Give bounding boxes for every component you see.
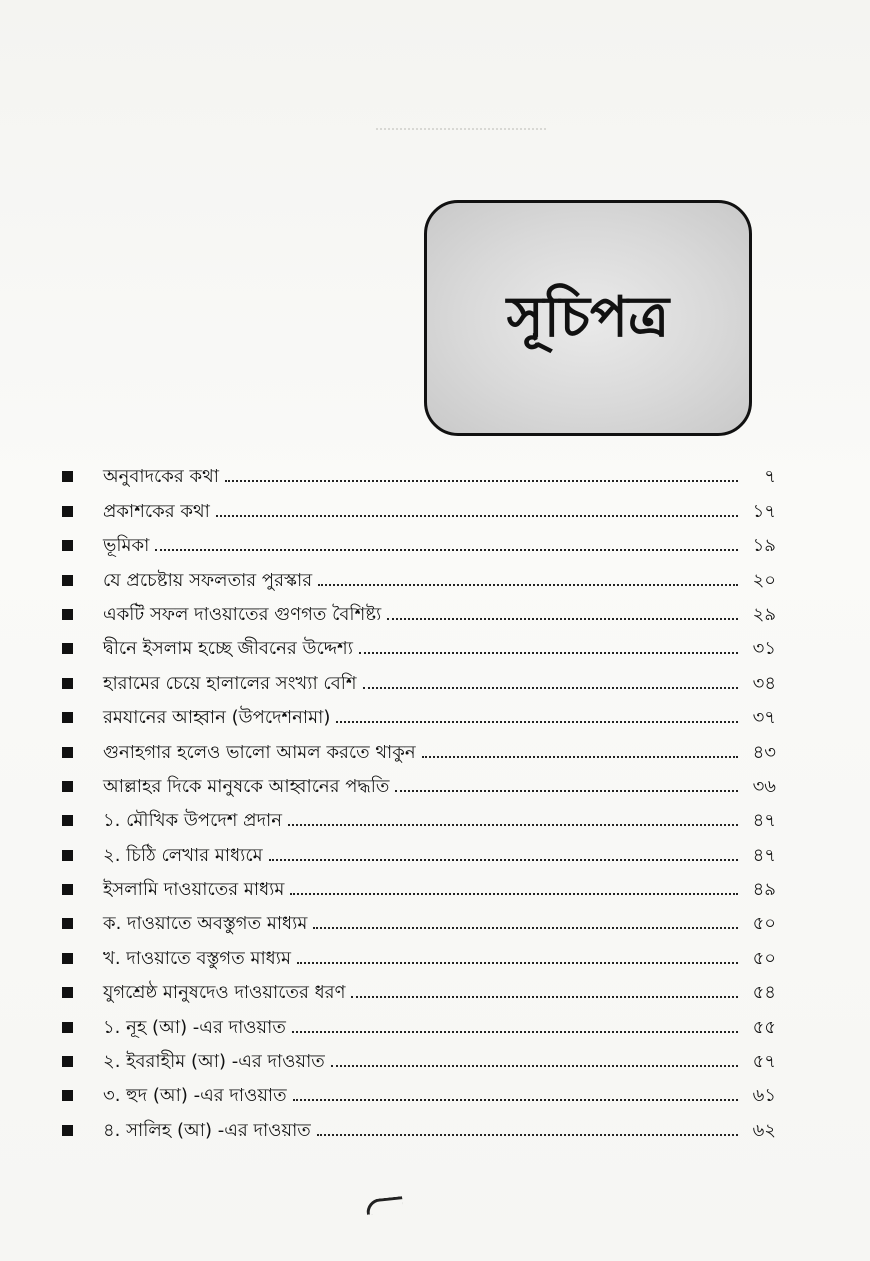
dot-leader bbox=[331, 1065, 738, 1067]
toc-entry-title: ১. নূহ (আ) -এর দাওয়াত bbox=[103, 1016, 286, 1038]
toc-entry-page: ৩৭ bbox=[752, 707, 776, 729]
toc-entry-page: ৫০ bbox=[752, 913, 776, 935]
toc-entry[interactable] bbox=[62, 521, 776, 555]
toc-entry-page: ৬২ bbox=[752, 1119, 776, 1141]
dot-leader bbox=[336, 721, 738, 723]
toc-entry-title: যুগশ্রেষ্ঠ মানুষদেও দাওয়াতের ধরণ bbox=[103, 982, 346, 1004]
square-bullet-icon bbox=[62, 712, 73, 723]
dot-leader bbox=[288, 824, 738, 826]
dot-leader bbox=[363, 687, 738, 689]
square-bullet-icon bbox=[62, 643, 73, 654]
toc-entry-title: গুনাহগার হলেও ভালো আমল করতে থাকুন bbox=[103, 741, 416, 763]
toc-entry-title: আল্লাহর দিকে মানুষকে আহ্বানের পদ্ধতি bbox=[103, 775, 390, 797]
toc-entry[interactable] bbox=[62, 1105, 776, 1139]
toc-entry-page: ৩৪ bbox=[752, 672, 776, 694]
toc-entry-title: খ. দাওয়াতে বস্তুগত মাধ্যম bbox=[103, 947, 291, 969]
table-of-contents bbox=[62, 452, 776, 1140]
dot-leader bbox=[313, 927, 738, 929]
toc-entry-title: ১. মৌখিক উপদেশ প্রদান bbox=[103, 810, 283, 832]
square-bullet-icon bbox=[62, 781, 73, 792]
square-bullet-icon bbox=[62, 815, 73, 826]
square-bullet-icon bbox=[62, 1022, 73, 1033]
toc-entry[interactable] bbox=[62, 590, 776, 624]
square-bullet-icon bbox=[62, 506, 73, 517]
square-bullet-icon bbox=[62, 471, 73, 482]
toc-entry-page: ৩১ bbox=[752, 638, 776, 660]
toc-entry[interactable] bbox=[62, 899, 776, 933]
square-bullet-icon bbox=[62, 1056, 73, 1067]
toc-entry-title: একটি সফল দাওয়াতের গুণগত বৈশিষ্ট্য bbox=[103, 603, 382, 625]
toc-entry-page: ২০ bbox=[752, 569, 776, 591]
toc-entry-page: ৪৭ bbox=[752, 810, 776, 832]
faint-header-bleed bbox=[376, 128, 546, 138]
toc-entry[interactable] bbox=[62, 693, 776, 727]
dot-leader bbox=[387, 618, 738, 620]
toc-entry-title: ৪. সালিহ (আ) -এর দাওয়াত bbox=[103, 1119, 311, 1141]
toc-entry-title: ভূমিকা bbox=[103, 535, 150, 557]
toc-entry-page: ৪৭ bbox=[752, 844, 776, 866]
toc-entry-title: ২. ইবরাহীম (আ) -এর দাওয়াত bbox=[103, 1051, 325, 1073]
square-bullet-icon bbox=[62, 575, 73, 586]
dot-leader bbox=[422, 756, 738, 758]
toc-entry[interactable] bbox=[62, 796, 776, 830]
toc-entry-title: রমযানের আহ্বান (উপদেশনামা) bbox=[103, 707, 331, 729]
square-bullet-icon bbox=[62, 609, 73, 620]
toc-entry-title: ২. চিঠি লেখার মাধ্যমে bbox=[103, 844, 263, 866]
toc-entry[interactable] bbox=[62, 452, 776, 486]
toc-entry[interactable] bbox=[62, 968, 776, 1002]
square-bullet-icon bbox=[62, 540, 73, 551]
square-bullet-icon bbox=[62, 953, 73, 964]
toc-entry-title: যে প্রচেষ্টায় সফলতার পুরস্কার bbox=[103, 569, 313, 591]
square-bullet-icon bbox=[62, 884, 73, 895]
toc-entry-page: ১৭ bbox=[752, 500, 776, 522]
square-bullet-icon bbox=[62, 987, 73, 998]
square-bullet-icon bbox=[62, 1125, 73, 1136]
dot-leader bbox=[155, 549, 738, 551]
dot-leader bbox=[216, 515, 738, 517]
dot-leader bbox=[318, 584, 738, 586]
dot-leader bbox=[290, 893, 738, 895]
dot-leader bbox=[351, 996, 738, 998]
dot-leader bbox=[292, 1031, 738, 1033]
toc-entry[interactable] bbox=[62, 1071, 776, 1105]
dot-leader bbox=[317, 1134, 738, 1136]
toc-entry-page: ৭ bbox=[764, 466, 776, 488]
square-bullet-icon bbox=[62, 747, 73, 758]
toc-entry[interactable] bbox=[62, 1037, 776, 1071]
toc-entry-page: ৫০ bbox=[752, 947, 776, 969]
dot-leader bbox=[293, 1099, 738, 1101]
toc-entry-title: হারামের চেয়ে হালালের সংখ্যা বেশি bbox=[103, 672, 357, 694]
toc-entry-title: দ্বীনে ইসলাম হচ্ছে জীবনের উদ্দেশ্য bbox=[103, 638, 353, 660]
dot-leader bbox=[395, 790, 738, 792]
toc-entry[interactable] bbox=[62, 830, 776, 864]
toc-entry-page: ৫৫ bbox=[752, 1016, 776, 1038]
toc-entry[interactable] bbox=[62, 486, 776, 520]
toc-entry[interactable] bbox=[62, 727, 776, 761]
toc-entry-title: অনুবাদকের কথা bbox=[103, 466, 219, 488]
toc-entry-page: ৩৬ bbox=[752, 775, 776, 797]
toc-entry-page: ৫৪ bbox=[752, 982, 776, 1004]
square-bullet-icon bbox=[62, 1090, 73, 1101]
square-bullet-icon bbox=[62, 850, 73, 861]
square-bullet-icon bbox=[62, 918, 73, 929]
toc-entry[interactable] bbox=[62, 624, 776, 658]
toc-entry[interactable] bbox=[62, 865, 776, 899]
toc-entry[interactable] bbox=[62, 1002, 776, 1036]
toc-entry-page: ৪৯ bbox=[752, 879, 776, 901]
toc-entry[interactable] bbox=[62, 658, 776, 692]
dot-leader bbox=[269, 859, 738, 861]
toc-entry[interactable] bbox=[62, 933, 776, 967]
toc-entry-page: ১৯ bbox=[752, 535, 776, 557]
dot-leader bbox=[225, 480, 738, 482]
square-bullet-icon bbox=[62, 678, 73, 689]
toc-entry[interactable] bbox=[62, 555, 776, 589]
toc-entry-page: ৪৩ bbox=[752, 741, 776, 763]
toc-entry[interactable] bbox=[62, 762, 776, 796]
page-title: সূচিপত্র bbox=[506, 285, 670, 350]
toc-entry-title: ৩. হুদ (আ) -এর দাওয়াত bbox=[103, 1085, 287, 1107]
toc-entry-title: ইসলামি দাওয়াতের মাধ্যম bbox=[103, 879, 285, 901]
dot-leader bbox=[359, 652, 738, 654]
toc-entry-title: ক. দাওয়াতে অবস্তুগত মাধ্যম bbox=[103, 913, 308, 935]
toc-entry-page: ৫৭ bbox=[752, 1051, 776, 1073]
toc-entry-title: প্রকাশকের কথা bbox=[103, 500, 210, 522]
toc-entry-page: ৬১ bbox=[752, 1085, 776, 1107]
toc-entry-page: ২৯ bbox=[752, 603, 776, 625]
dot-leader bbox=[297, 962, 738, 964]
